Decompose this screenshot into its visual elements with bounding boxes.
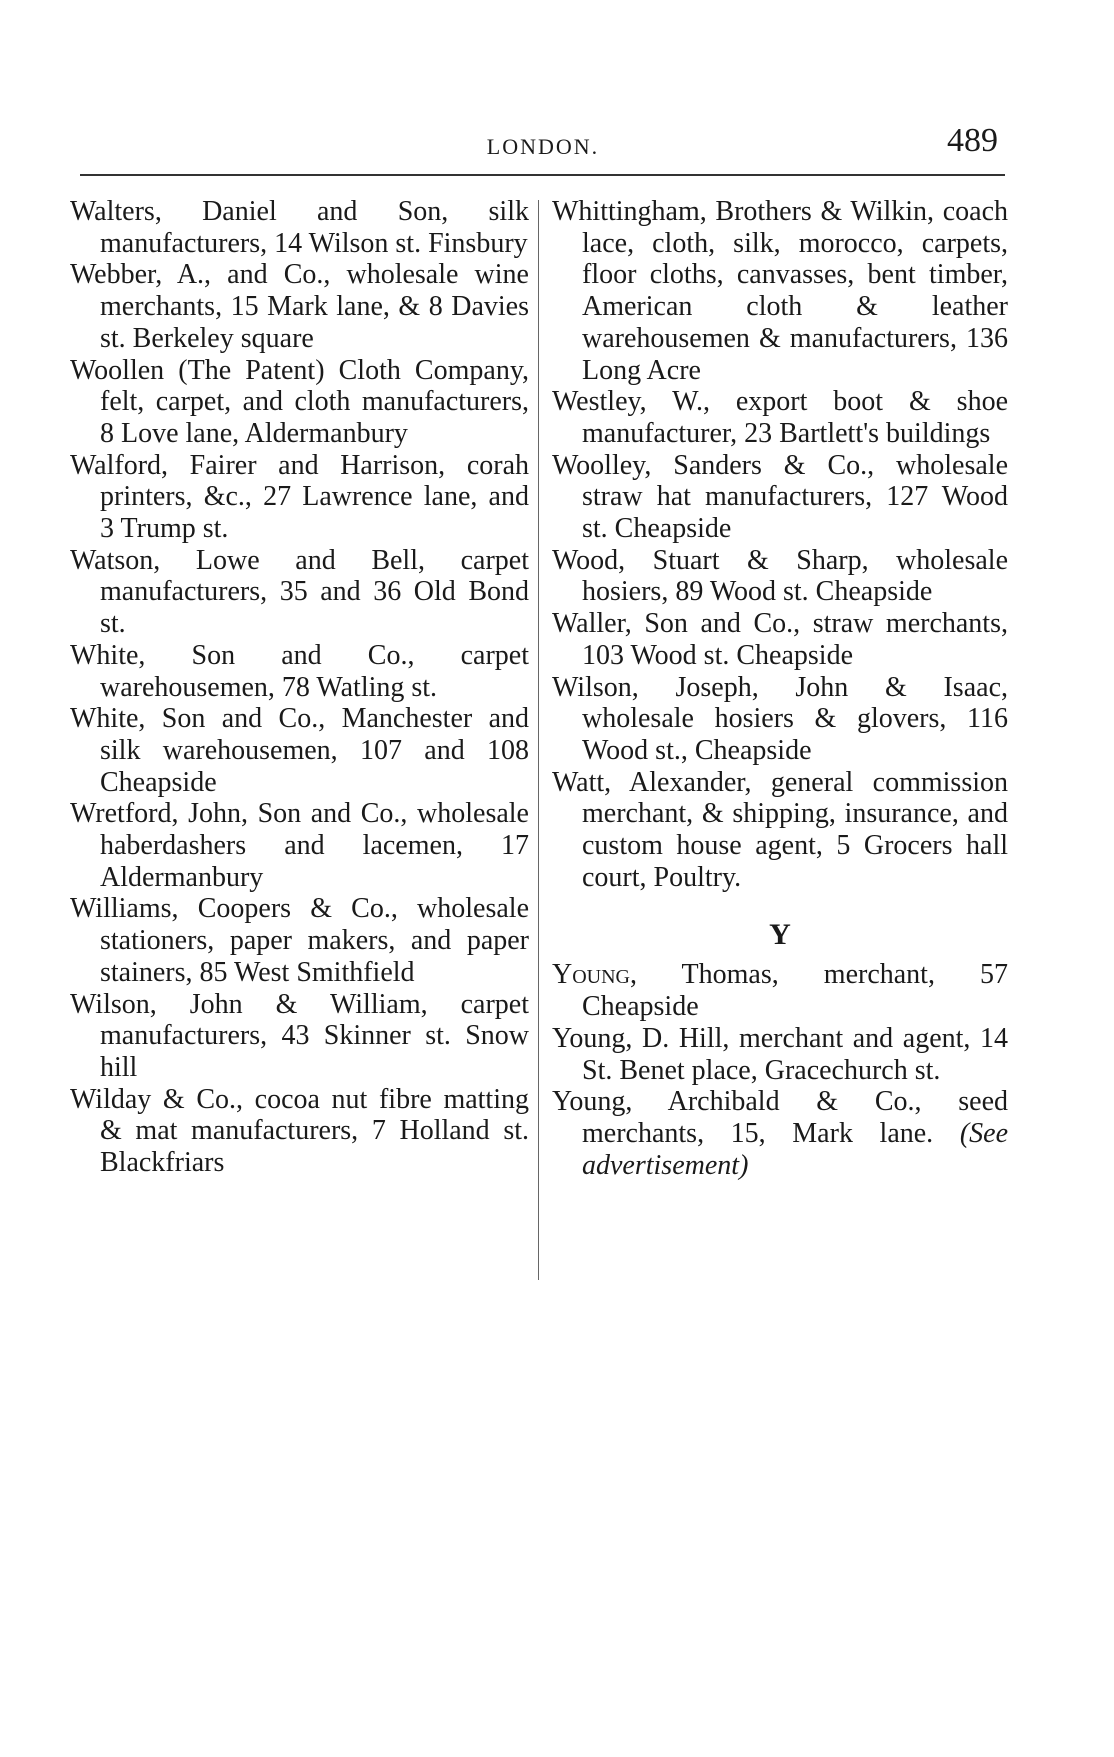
directory-entry: Wilson, Joseph, John & Isaac, wholesale hosiers & glovers, 116 Wood st., Cheapside [552,671,1008,766]
directory-entry: Woolley, Sanders & Co., wholesale straw hat manufacturers, 127 Wood st. Cheapside [552,449,1008,545]
column-divider [538,200,539,1280]
directory-entry: White, Son and Co., Manchester and silk warehousemen, 107 and 108 Cheapside [70,703,529,798]
directory-entry: Walters, Daniel and Son, silk manufacturers, 14 Wilson st. Finsbury [70,196,529,259]
directory-entry: Williams, Coopers & Co., wholesale stationers, paper makers, and paper stainers, 85 West Smithfield [70,893,529,988]
directory-entry: White, Son and Co., carpet warehousemen, 78 Watling st. [70,639,529,703]
directory-entry: Wilson, John & William, carpet manufacturers, 43 Skinner st. Snow hill [70,988,529,1083]
right-column [552,196,1008,1181]
directory-entry: Wilday & Co., cocoa nut fibre matting & mat manufacturers, 7 Holland st. Blackfriars [70,1083,529,1179]
header-rule [80,174,1005,176]
directory-entry: Wretford, John, Son and Co., wholesale haberdashers and lacemen, 17 Aldermanbury [70,798,529,893]
directory-entry: Webber, A., and Co., wholesale wine merchants, 15 Mark lane, & 8 Davies st. Berkeley square [70,259,529,354]
section-heading-y: Y [769,918,791,952]
directory-entry: Watt, Alexander, general commission merchant, & shipping, insurance, and custom house agent, 5 Grocers hall court, Poultry. [552,766,1008,893]
directory-entry: Westley, W., export boot & shoe manufacturer, 23 Bartlett's buildings [552,386,1008,449]
running-title: LONDON. [486,134,600,159]
left-column [70,196,529,1179]
entry-name: Young [552,959,630,991]
page-number: 489 [947,122,998,159]
directory-entry: Whittingham, Brothers & Wilkin, coach lace, cloth, silk, morocco, carpets, floor cloths, canvasses, bent timber, American cloth & leather warehousemen & manufacturers, 136 Long Acre [552,196,1008,386]
directory-entry: Watson, Lowe and Bell, carpet manufacturers, 35 and 36 Old Bond st. [70,544,529,640]
directory-entry: Woollen (The Patent) Cloth Company, felt, carpet, and cloth manufacturers, 8 Love lane, Aldermanbury [70,354,529,449]
entry-details: , Thomas, merchant, 57 Cheapside [582,959,1008,1023]
directory-entry: Young, D. Hill, merchant and agent, 14 St. Benet place, Gracechurch st. [552,1022,1008,1086]
directory-entry: Waller, Son and Co., straw merchants, 103 Wood st. Cheapside [552,608,1008,671]
running-head [78,118,1008,168]
advertisement-note: (See advertisement) [582,1117,1008,1181]
directory-entry [552,1086,1008,1181]
directory-entry [552,959,1008,1022]
directory-entry: Walford, Fairer and Harrison, corah printers, &c., 27 Lawrence lane, and 3 Trump st. [70,449,529,545]
directory-entry: Wood, Stuart & Sharp, wholesale hosiers, 89 Wood st. Cheapside [552,544,1008,608]
entry-details: Young, Archibald & Co., seed merchants, 15, Mark lane. [552,1086,1008,1149]
